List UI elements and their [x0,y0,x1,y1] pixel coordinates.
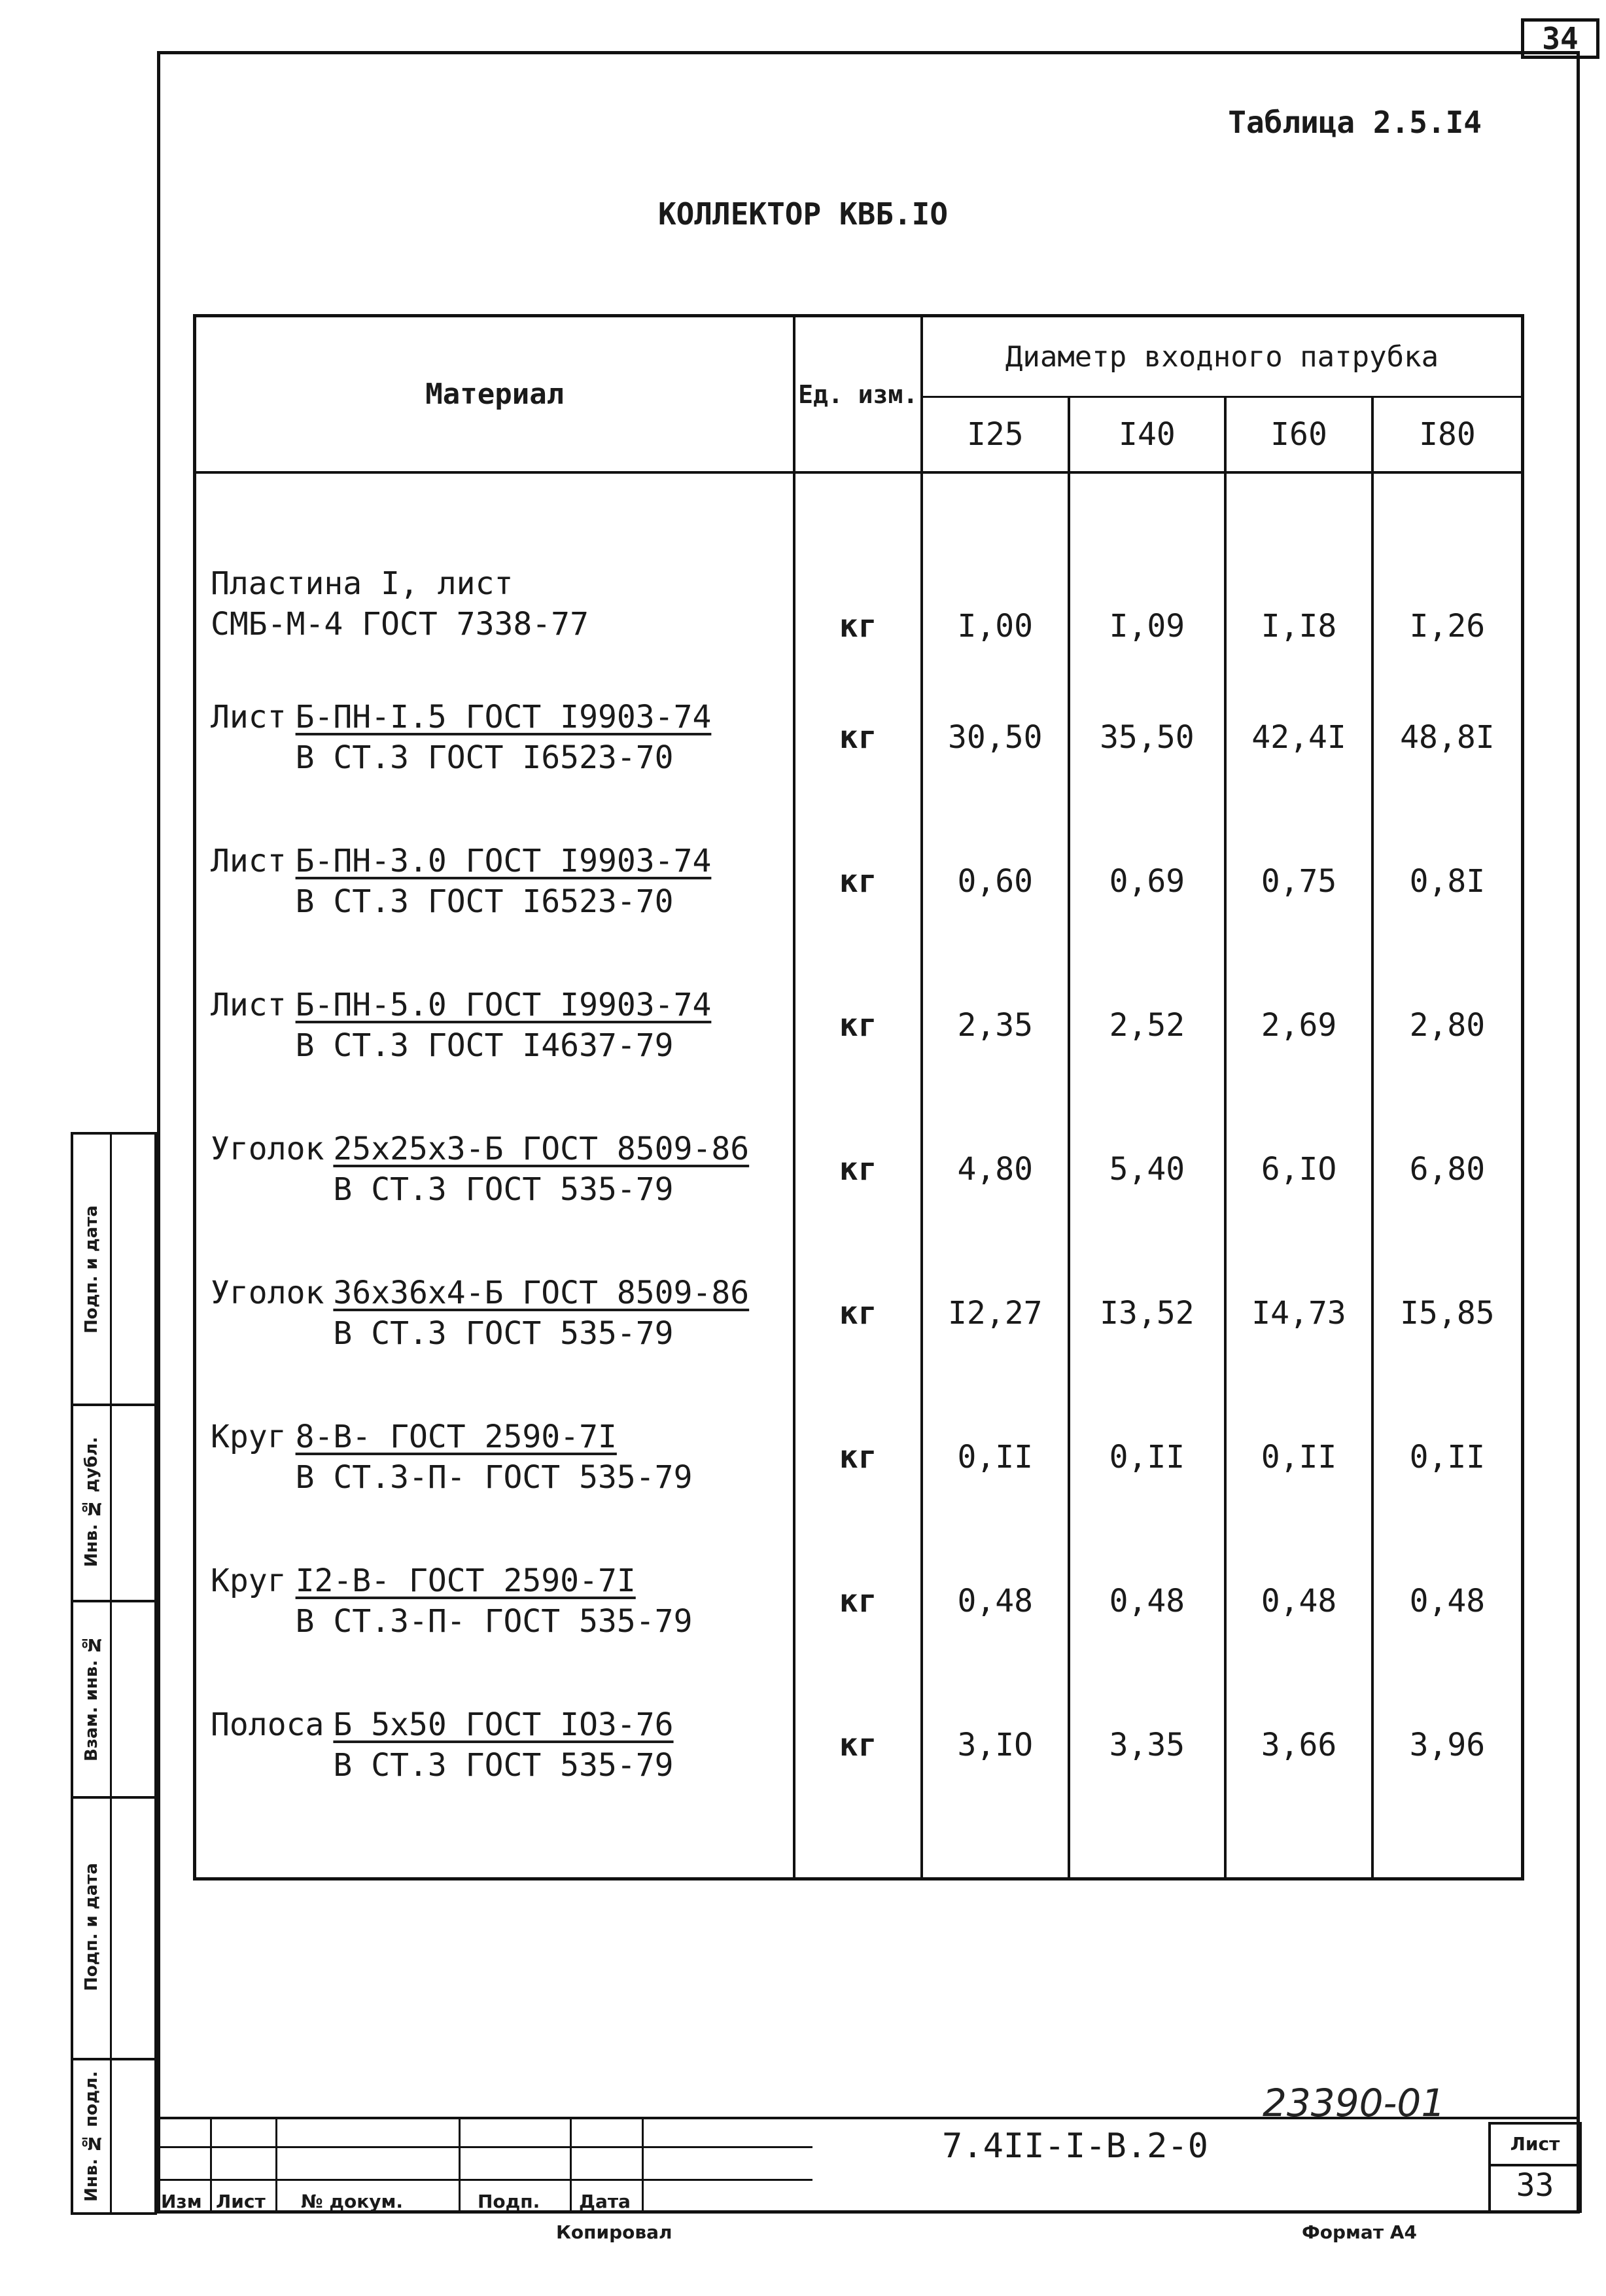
side-label-sign-date-2: Подп. и дата [82,1863,101,1991]
material-line2: В СТ.3 ГОСТ I6523-70 [295,883,674,920]
value-cell: I3,52 [1069,1241,1226,1385]
value-cell: I,26 [1372,472,1523,665]
material-cell [195,472,795,665]
side-label-sign-date-1: Подп. и дата [82,1205,101,1333]
material-cell [195,809,795,953]
stamp-col-doc: № докум. [301,2191,404,2212]
side-sep [71,1796,157,1799]
value-cell: 35,50 [1069,665,1226,809]
unit-cell: кг [794,1529,922,1673]
value-cell: 3,35 [1069,1673,1226,1817]
unit-cell: кг [794,665,922,809]
material-line2: В СТ.3 ГОСТ I4637-79 [295,1027,674,1064]
material-line1: Б 5х50 ГОСТ IO3-76 [333,1706,674,1743]
table-row [195,1529,1523,1673]
unit-cell: кг [794,953,922,1097]
document-title: КОЛЛЕКТОР КВБ.IO [657,196,949,232]
value-cell: 3,66 [1225,1673,1372,1817]
value-cell: 6,80 [1372,1097,1523,1241]
material-type: Полоса [211,1706,324,1743]
top-page-number: 34 [1521,18,1599,59]
material-cell [195,665,795,809]
header-diameter: Диаметр входного патрубка [922,316,1523,397]
value-cell: I4,73 [1225,1241,1372,1385]
value-cell: I5,85 [1372,1241,1523,1385]
header-diameter-160: I60 [1225,397,1372,473]
header-diameter-140: I40 [1069,397,1226,473]
table-row [195,809,1523,953]
material-type: Круг [211,1419,287,1455]
value-cell: 0,69 [1069,809,1226,953]
unit-cell: кг [794,1097,922,1241]
header-unit: Ед. изм. [794,316,922,473]
copied-label: Копировал [556,2221,672,2243]
value-cell: I,00 [922,472,1069,665]
value-cell: 3,96 [1372,1673,1523,1817]
material-line2: В СТ.3-П- ГОСТ 535-79 [295,1603,693,1640]
table-row [195,665,1523,809]
stamp-col-date: Дата [579,2191,631,2212]
material-type: Лист [211,843,287,879]
value-cell: 0,48 [922,1529,1069,1673]
table-row [195,1385,1523,1529]
material-line2: В СТ.3-П- ГОСТ 535-79 [295,1459,693,1496]
side-stamp-divider [110,1132,112,2215]
material-line1: Б-ПН-5.0 ГОСТ I9903-74 [295,987,712,1023]
value-cell: 0,II [922,1385,1069,1529]
materials-table [193,314,1524,1881]
value-cell: 5,40 [1069,1097,1226,1241]
value-cell: 0,II [1372,1385,1523,1529]
side-sep [71,1600,157,1602]
side-sep [71,1404,157,1406]
sheet-label: Лист [1488,2122,1582,2166]
material-line2: В СТ.3 ГОСТ 535-79 [333,1747,674,1784]
value-cell: 0,48 [1069,1529,1226,1673]
unit-cell: кг [794,1241,922,1385]
side-sep [71,2058,157,2060]
value-cell: 2,69 [1225,953,1372,1097]
handwritten-number: 23390-01 [1263,2081,1446,2125]
value-cell: 48,8I [1372,665,1523,809]
side-label-replace-inv: Взам. инв. № [82,1634,101,1762]
side-label-orig-inv: Инв. № подл. [82,2071,101,2202]
table-row [195,1097,1523,1241]
material-cell [195,1529,795,1673]
table-row [195,1241,1523,1385]
table-label: Таблица 2.5.I4 [1228,105,1482,140]
material-cell [195,1385,795,1529]
table-row [195,953,1523,1097]
value-cell: I,09 [1069,472,1226,665]
sheet-number: 33 [1488,2161,1582,2213]
value-cell: 0,48 [1225,1529,1372,1673]
material-line2: В СТ.3 ГОСТ 535-79 [333,1171,674,1208]
material-line2: В СТ.3 ГОСТ 535-79 [333,1315,674,1352]
stamp-col-list: Лист [216,2191,266,2212]
value-cell: I2,27 [922,1241,1069,1385]
value-cell: 30,50 [922,665,1069,809]
document-code: 7.4II-I-В.2-0 [942,2127,1208,2166]
value-cell: 3,IO [922,1673,1069,1817]
value-cell: 6,IO [1225,1097,1372,1241]
material-cell [195,1673,795,1817]
material-type: Уголок [211,1131,324,1167]
unit-cell: кг [794,1673,922,1817]
table-filler-row [195,1817,1523,1879]
table-row [195,1673,1523,1817]
unit-cell: кг [794,472,922,665]
material-cell [195,1097,795,1241]
material-type: Уголок [211,1275,324,1311]
material-line1: 36х36х4-Б ГОСТ 8509-86 [333,1275,750,1311]
stamp-col-sign: Подп. [478,2191,540,2212]
material-line2: В СТ.3 ГОСТ I6523-70 [295,739,674,776]
format-label: Формат А4 [1302,2221,1417,2243]
value-cell: 2,80 [1372,953,1523,1097]
header-diameter-180: I80 [1372,397,1523,473]
header-diameter-125: I25 [922,397,1069,473]
value-cell: 2,52 [1069,953,1226,1097]
material-cell [195,1241,795,1385]
unit-cell: кг [794,809,922,953]
header-material: Материал [195,316,795,473]
material-line2: СМБ-М-4 ГОСТ 7338-77 [211,606,589,643]
material-line1: I2-В- ГОСТ 2590-7I [295,1563,636,1599]
material-line1: Б-ПН-I.5 ГОСТ I9903-74 [295,699,712,735]
value-cell: 0,II [1069,1385,1226,1529]
value-cell: 0,8I [1372,809,1523,953]
side-label-dup-inv: Инв. № дубл. [82,1436,101,1567]
material-line1: 8-В- ГОСТ 2590-7I [295,1419,617,1455]
material-type: Круг [211,1563,287,1599]
material-type: Лист [211,987,287,1023]
table-row [195,472,1523,665]
material-type: Лист [211,699,287,735]
value-cell: 0,48 [1372,1529,1523,1673]
material-cell [195,953,795,1097]
value-cell: I,I8 [1225,472,1372,665]
material-line1: Б-ПН-3.0 ГОСТ I9903-74 [295,843,712,879]
value-cell: 0,75 [1225,809,1372,953]
material-line1: Пластина I, лист [211,565,514,602]
stamp-col-izm: Изм [161,2191,202,2212]
material-line1: 25х25х3-Б ГОСТ 8509-86 [333,1131,750,1167]
unit-cell: кг [794,1385,922,1529]
value-cell: 4,80 [922,1097,1069,1241]
value-cell: 0,II [1225,1385,1372,1529]
value-cell: 42,4I [1225,665,1372,809]
value-cell: 0,60 [922,809,1069,953]
value-cell: 2,35 [922,953,1069,1097]
